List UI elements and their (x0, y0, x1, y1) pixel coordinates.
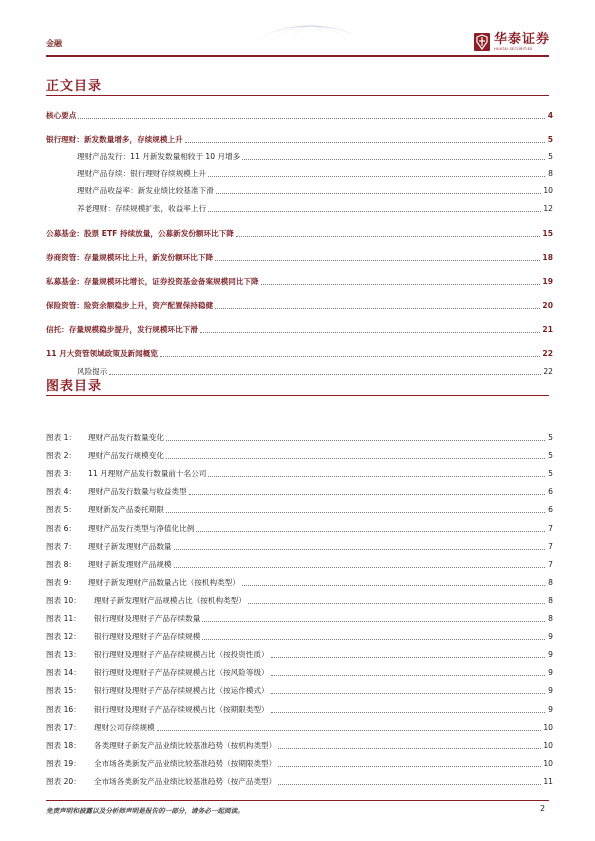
toc-dot-leader (200, 331, 541, 333)
figure-dot-leader (271, 711, 545, 713)
figure-dot-leader (271, 692, 545, 694)
figure-entry[interactable] (46, 559, 553, 570)
toc-entry-page: 5 (548, 152, 553, 161)
figure-entry-label: 理财子新发理财产品数量 (88, 541, 172, 551)
figure-entry-number: 图表 18： (46, 740, 81, 750)
figure-entry[interactable] (46, 504, 553, 515)
figure-entry-page: 11 (543, 776, 553, 786)
figure-entry-label: 理财产品发行数量变化 (88, 433, 164, 442)
figure-entry-number: 图表 15： (46, 686, 81, 696)
figure-entry-label: 全市场各类新发产品业绩比较基准趋势（按产品类型） (94, 776, 277, 786)
toc-dot-leader (216, 192, 542, 194)
toc-entry-page: 8 (548, 169, 553, 178)
figure-entry-number: 图表 19： (46, 758, 81, 768)
figure-entry-label: 理财产品发行数量与收益类型 (88, 487, 187, 497)
figure-dot-leader (278, 747, 541, 749)
figure-entry-page: 8 (548, 577, 553, 587)
figure-entry-page: 9 (548, 686, 553, 696)
figure-dot-leader (196, 530, 545, 532)
disclaimer-text: 免责声明和披露以及分析师声明是报告的一部分，请务必一起阅读。 (46, 807, 244, 815)
figure-entry-number: 图表 12： (46, 632, 81, 642)
figure-entry-page: 8 (548, 595, 553, 605)
toc-entry[interactable] (46, 134, 553, 145)
figure-entry[interactable] (46, 631, 553, 642)
globe-watermark-icon (250, 22, 370, 54)
figure-entry-page: 9 (548, 650, 553, 660)
figure-entry[interactable] (46, 667, 553, 678)
figure-entry-number: 图表 6： (46, 523, 77, 533)
figure-entry[interactable] (46, 722, 553, 733)
figure-entry-number: 图表 2： (46, 451, 77, 461)
toc-entry[interactable] (46, 185, 553, 196)
figure-entry-label: 理财子新发理财产品数量占比（按机构类型） (88, 577, 240, 587)
figure-dot-leader (157, 729, 542, 731)
toc-title: 正文目录 (46, 79, 103, 94)
figure-entry-number: 图表 11： (46, 614, 81, 623)
figure-entry-number: 图表 20： (46, 776, 81, 786)
page-number: 2 (540, 804, 546, 813)
toc-entry-label: 信托：存量规模稳步提升，发行规模环比下滑 (46, 325, 198, 334)
toc-entry-label: 银行理财：新发数量增多，存续规模上升 (46, 135, 183, 144)
figure-entry[interactable] (46, 685, 553, 696)
figure-entry[interactable] (46, 450, 553, 461)
toc-entry-page: 5 (547, 135, 553, 144)
figure-entry-page: 9 (548, 632, 553, 642)
toc-entry-label: 核心要点 (46, 111, 77, 120)
figure-entry-number: 图表 7： (46, 541, 77, 551)
toc-entry[interactable] (46, 348, 553, 359)
toc-dot-leader (208, 210, 541, 212)
figure-entry-page: 9 (548, 668, 553, 678)
toc-entry-page: 4 (547, 111, 553, 120)
toc-entry[interactable] (46, 366, 553, 377)
figure-entry-page: 6 (548, 505, 553, 515)
figure-dot-leader (208, 475, 545, 477)
figure-dot-leader (174, 566, 545, 568)
figure-dot-leader (271, 674, 545, 676)
toc-entry-page: 19 (542, 277, 553, 286)
figure-entry-label: 理财产品发行规模变化 (88, 451, 164, 461)
toc-entry[interactable] (46, 252, 553, 263)
figure-entry-page: 5 (548, 433, 553, 442)
figure-dot-leader (248, 602, 545, 604)
figure-entry-number: 图表 1： (46, 433, 77, 442)
figure-entry-number: 图表 17： (46, 722, 81, 732)
figure-entry[interactable] (46, 468, 553, 479)
toc-entry[interactable] (46, 300, 553, 311)
figure-entry-number: 图表 10： (46, 595, 81, 605)
toc-entry[interactable] (46, 110, 553, 121)
logo-name-cn: 华泰证券 (494, 31, 551, 47)
figure-entry-label: 理财公司存续规模 (94, 722, 155, 732)
toc-entry[interactable] (46, 203, 553, 214)
figure-entry[interactable] (46, 758, 553, 769)
figure-entry-number: 图表 4： (46, 487, 77, 497)
figure-dot-leader (174, 548, 545, 550)
figure-entry[interactable] (46, 776, 553, 787)
figure-entry[interactable] (46, 704, 553, 715)
figure-entry[interactable] (46, 432, 553, 443)
figure-dot-leader (278, 765, 541, 767)
toc-entry-label: 11 月大资管领域政策及新闻概览 (46, 349, 158, 358)
figure-entry-label: 11 月理财产品发行数量前十名公司 (88, 469, 207, 479)
figure-entry-page: 8 (548, 614, 553, 623)
toc-dot-leader (242, 158, 545, 160)
figure-entry-label: 理财子新发理财产品规模 (88, 559, 172, 569)
figure-entry-number: 图表 14： (46, 668, 81, 678)
toc-entry-label: 私募基金：存量规模环比增长，证券投资基金备案规模同比下降 (46, 277, 259, 286)
figure-entry-page: 6 (548, 487, 553, 497)
figure-dot-leader (189, 493, 545, 495)
figure-entry-page: 7 (548, 523, 553, 533)
figure-entry-label: 银行理财及理财子产品存续规模占比（按期限类型） (94, 704, 269, 714)
figure-entry-page: 10 (543, 740, 553, 750)
toc-dot-leader (109, 373, 541, 375)
logo-name-en: HUATAI SECURITIES (494, 46, 533, 51)
figure-entry-page: 7 (548, 541, 553, 551)
page-header (0, 0, 595, 58)
figure-dot-leader (278, 783, 541, 785)
toc-entry[interactable] (46, 276, 553, 287)
figure-list-title: 图表目录 (46, 379, 103, 394)
figure-entry-label: 银行理财及理财子产品存续数量 (94, 614, 201, 623)
figure-list-title-divider (46, 395, 549, 396)
figure-entry[interactable] (46, 486, 553, 497)
toc-entry-page: 12 (543, 204, 553, 213)
figure-entry-label: 银行理财及理财子产品存续规模 (94, 632, 201, 642)
figure-entry-number: 图表 16： (46, 704, 81, 714)
figure-entry-page: 5 (548, 469, 553, 479)
figure-dot-leader (166, 439, 545, 441)
figure-entry-page: 5 (548, 451, 553, 461)
toc-dot-leader (208, 175, 545, 177)
toc-entry[interactable] (46, 324, 553, 335)
toc-entry-page: 15 (542, 229, 553, 238)
toc-title-divider (46, 95, 549, 96)
figure-entry-number: 图表 3： (46, 469, 77, 479)
figure-dot-leader (202, 638, 545, 640)
toc-entry-page: 22 (543, 367, 553, 376)
toc-entry-label: 理财产品发行：11 月新发数量相较于 10 月增多 (77, 152, 241, 161)
toc-entry-page: 20 (542, 301, 553, 310)
figure-entry-page: 7 (548, 559, 553, 569)
toc-entry-label: 券商资管：存量规模环比上升，新发份额环比下降 (46, 253, 214, 262)
figure-entry-label: 各类理财子新发产品业绩比较基准趋势（按机构类型） (94, 740, 277, 750)
figure-entry-label: 理财子新发理财产品规模占比（按机构类型） (94, 595, 246, 605)
toc-dot-leader (261, 283, 541, 285)
toc-entry-page: 21 (542, 325, 553, 334)
figure-dot-leader (202, 620, 545, 622)
figure-entry-label: 银行理财及理财子产品存续规模占比（按投资性质） (94, 650, 269, 660)
figure-entry-label: 理财新发产品委托期限 (88, 505, 164, 515)
figure-entry-label: 银行理财及理财子产品存续规模占比（按风险等级） (94, 668, 269, 678)
figure-entry[interactable] (46, 613, 553, 624)
figure-entry-label: 理财产品发行类型与净值化比例 (88, 523, 195, 533)
header-divider (46, 55, 549, 57)
toc-entry-label: 风险提示 (77, 367, 108, 376)
toc-entry[interactable] (46, 151, 553, 162)
figure-entry[interactable] (46, 595, 553, 606)
figure-entry[interactable] (46, 523, 553, 534)
figure-dot-leader (166, 457, 545, 459)
huatai-logo-icon (474, 33, 490, 51)
figure-dot-leader (271, 656, 545, 658)
toc-entry-label: 保险资管：险资余额稳步上升，资产配置保持稳健 (46, 301, 214, 310)
figure-dot-leader (166, 511, 545, 513)
toc-entry-label: 理财产品收益率：新发业绩比较基准下滑 (77, 186, 214, 195)
toc-dot-leader (160, 355, 540, 357)
toc-dot-leader (236, 235, 541, 237)
toc-entry[interactable] (46, 228, 553, 239)
figure-entry[interactable] (46, 577, 553, 588)
figure-entry-number: 图表 8： (46, 559, 77, 569)
toc-dot-leader (215, 307, 540, 309)
figure-entry-number: 图表 13： (46, 650, 81, 660)
company-logo (474, 30, 550, 54)
toc-entry-page: 18 (542, 253, 553, 262)
toc-dot-leader (185, 141, 545, 143)
figure-entry-label: 银行理财及理财子产品存续规模占比（按运作模式） (94, 686, 269, 696)
figure-entry[interactable] (46, 740, 553, 751)
toc-entry[interactable] (46, 168, 553, 179)
toc-entry-label: 公募基金：股票 ETF 持续放量，公募新发份额环比下降 (46, 229, 234, 238)
toc-entry-label: 养老理财：存续规模扩张，收益率上行 (77, 204, 207, 213)
figure-entry[interactable] (46, 541, 553, 552)
toc-entry-page: 22 (542, 349, 553, 358)
figure-dot-leader (242, 584, 545, 586)
report-category: 金融 (46, 39, 62, 48)
footer-divider (46, 800, 549, 801)
figure-entry-label: 全市场各类新发产品业绩比较基准趋势（按期限类型） (94, 758, 277, 768)
toc-entry-page: 10 (543, 186, 553, 195)
toc-dot-leader (215, 259, 540, 261)
toc-entry-label: 理财产品存续：银行理财存续规模上升 (77, 169, 207, 178)
figure-entry-number: 图表 5： (46, 505, 77, 515)
figure-entry-page: 10 (543, 722, 553, 732)
toc-dot-leader (78, 117, 545, 119)
figure-entry-number: 图表 9： (46, 577, 77, 587)
figure-entry-page: 9 (548, 704, 553, 714)
figure-entry[interactable] (46, 649, 553, 660)
figure-entry-page: 10 (543, 758, 553, 768)
